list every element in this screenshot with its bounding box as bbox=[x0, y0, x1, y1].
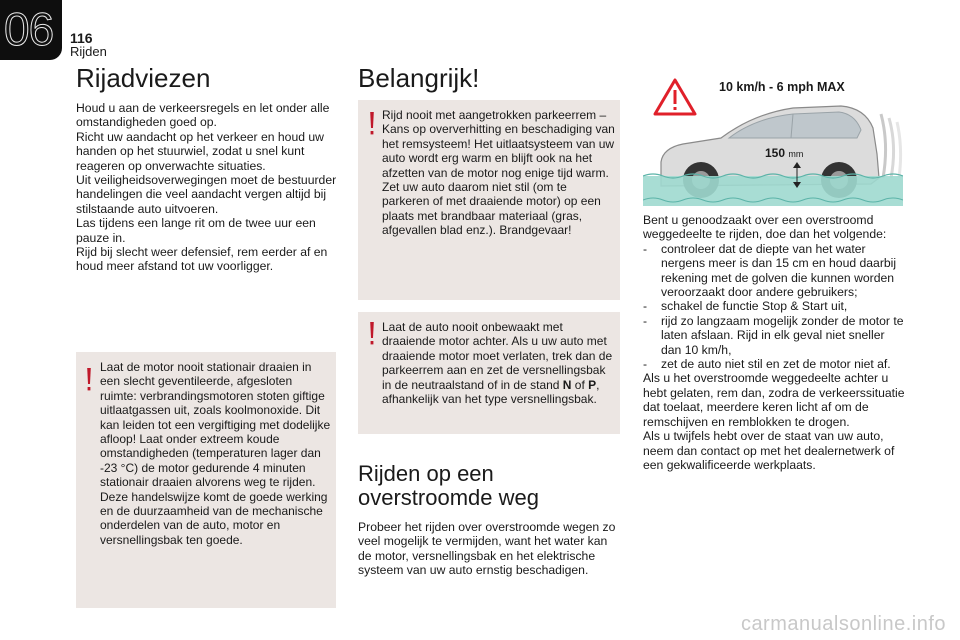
section-title-flooded-road: Rijden op een overstroomde weg bbox=[358, 461, 539, 510]
section-title-belangrijk: Belangrijk! bbox=[358, 63, 480, 93]
paragraph: Rijd bij slecht weer defensief, rem eerder af en houd meer afstand tot uw voorligger. bbox=[76, 245, 328, 274]
paragraph: Als u twijfels hebt over de staat van uw auto, neem dan contact op met het dealernetwerk of een gekwalificeerde werkplaats. bbox=[643, 429, 895, 472]
warning-box-idle-engine bbox=[76, 352, 336, 608]
warning-exclamation-icon bbox=[369, 112, 375, 136]
section-label: Rijden bbox=[70, 44, 107, 59]
instructions-intro: Bent u genoodzaakt over een overstroomd weggedeelte te rijden, doe dan het volgende: bbox=[643, 213, 887, 242]
list-item: - zet de auto niet stil en zet de motor niet af. bbox=[643, 357, 905, 371]
warning-text bbox=[382, 320, 616, 406]
warning-text-part: of bbox=[571, 377, 589, 392]
depth-unit: mm bbox=[788, 149, 804, 159]
flooded-road-instructions bbox=[643, 213, 905, 472]
gear-position-p: P bbox=[588, 377, 597, 392]
paragraph: Richt uw aandacht op het verkeer en houd uw handen op het stuurwiel, zodat u snel kunt reageren op onverwachte situaties. bbox=[76, 129, 324, 173]
depth-value: 150 bbox=[765, 146, 786, 160]
flooded-road-intro: Probeer het rijden over overstroomde wegen zo veel mogelijk te vermijden, want het water kan de motor, versnellingsbak en het elektrische systeem van uw auto ernstig beschadigen. bbox=[358, 520, 616, 578]
chapter-number: 06 bbox=[4, 3, 54, 55]
paragraph: Uit veiligheidsoverwegingen moet de bestuurder handelingen die veel aandacht vergen altijd bij stilstaande auto uitvoeren. bbox=[76, 173, 337, 216]
paragraph: Houd u aan de verkeersregels en let onder alle omstandigheden goed op. bbox=[76, 101, 330, 130]
paragraph: Las tijdens een lange rit om de twee uur een pauze in. bbox=[76, 216, 316, 245]
warning-box-parking-brake bbox=[358, 100, 620, 300]
list-item: - controleer dat de diepte van het water nergens meer is dan 15 cm en houd daarbij rekening met de golven die kunnen worden veroorzaakt door andere gebruikers; bbox=[643, 242, 905, 300]
warning-exclamation-icon bbox=[369, 322, 375, 346]
list-item: - rijd zo langzaam mogelijk zonder de motor te laten afslaan. Rijd in elk geval niet sneller dan 10 km/h, bbox=[643, 314, 905, 357]
warning-text: Laat de motor nooit stationair draaien in een slecht geventileerde, afgesloten ruimte: verbrandingsmotoren stoten giftige uitlaatgassen uit, zoals koolmonoxide. Dit kan leiden tot een vergiftiging met dodelijke afloop! Laat onder extreem koude omstandigheden (temperaturen lager dan -23 °C) de motor gedurende 4 minuten stationair draaien alvorens weg te rijden. Deze handelswijze komt de goede werking en de duurzaamheid van de mechanische onderdelen van de auto, motor en versnellingsbak ten goede. bbox=[100, 360, 331, 547]
instruction-list bbox=[643, 242, 905, 372]
chapter-tab bbox=[0, 0, 62, 60]
driving-advice-text bbox=[76, 101, 346, 274]
warning-text-part: Laat de auto nooit onbewaakt met draaiende motor achter. Als u uw auto met draaiende motor moet verlaten, trek dan de parkeerrem aan en zet de versnellingsbak in de neutraalstand of in de stand bbox=[382, 320, 613, 392]
list-item: - schakel de functie Stop & Start uit, bbox=[643, 299, 905, 313]
water-depth-label bbox=[765, 146, 803, 160]
warning-text-part: , afhankelijk van het type versnellingsbak. bbox=[382, 377, 600, 407]
page-number: 116 bbox=[70, 30, 93, 46]
warning-exclamation-icon bbox=[86, 368, 92, 392]
max-speed-label: 10 km/h - 6 mph MAX bbox=[719, 80, 845, 94]
warning-text: Rijd nooit met aangetrokken parkeerrem – Kans op oververhitting en beschadiging van het remsysteem! Het uitlaatsysteem van uw auto wordt erg warm en blijft ook na het afzetten van de motor nog enige tijd warm. Zet uw auto daarom niet stil (om te parkeren of met draaiende motor) op een plaats met brandbaar materiaal (gras, afgevallen blad enz.). Brandgevaar! bbox=[382, 108, 615, 238]
gear-position-n: N bbox=[562, 377, 572, 392]
warning-box-unattended-engine bbox=[358, 312, 620, 434]
section-title-rijadviezen: Rijadviezen bbox=[76, 63, 211, 93]
flooded-road-illustration bbox=[643, 74, 903, 206]
watermark: carmanualsonline.info bbox=[740, 613, 946, 635]
paragraph: Als u het overstroomde weggedeelte achter u hebt gelaten, rem dan, zodra de verkeerssituatie dat toelaat, meerdere keren licht af om de remschijven en remblokken te drogen. bbox=[643, 371, 905, 429]
